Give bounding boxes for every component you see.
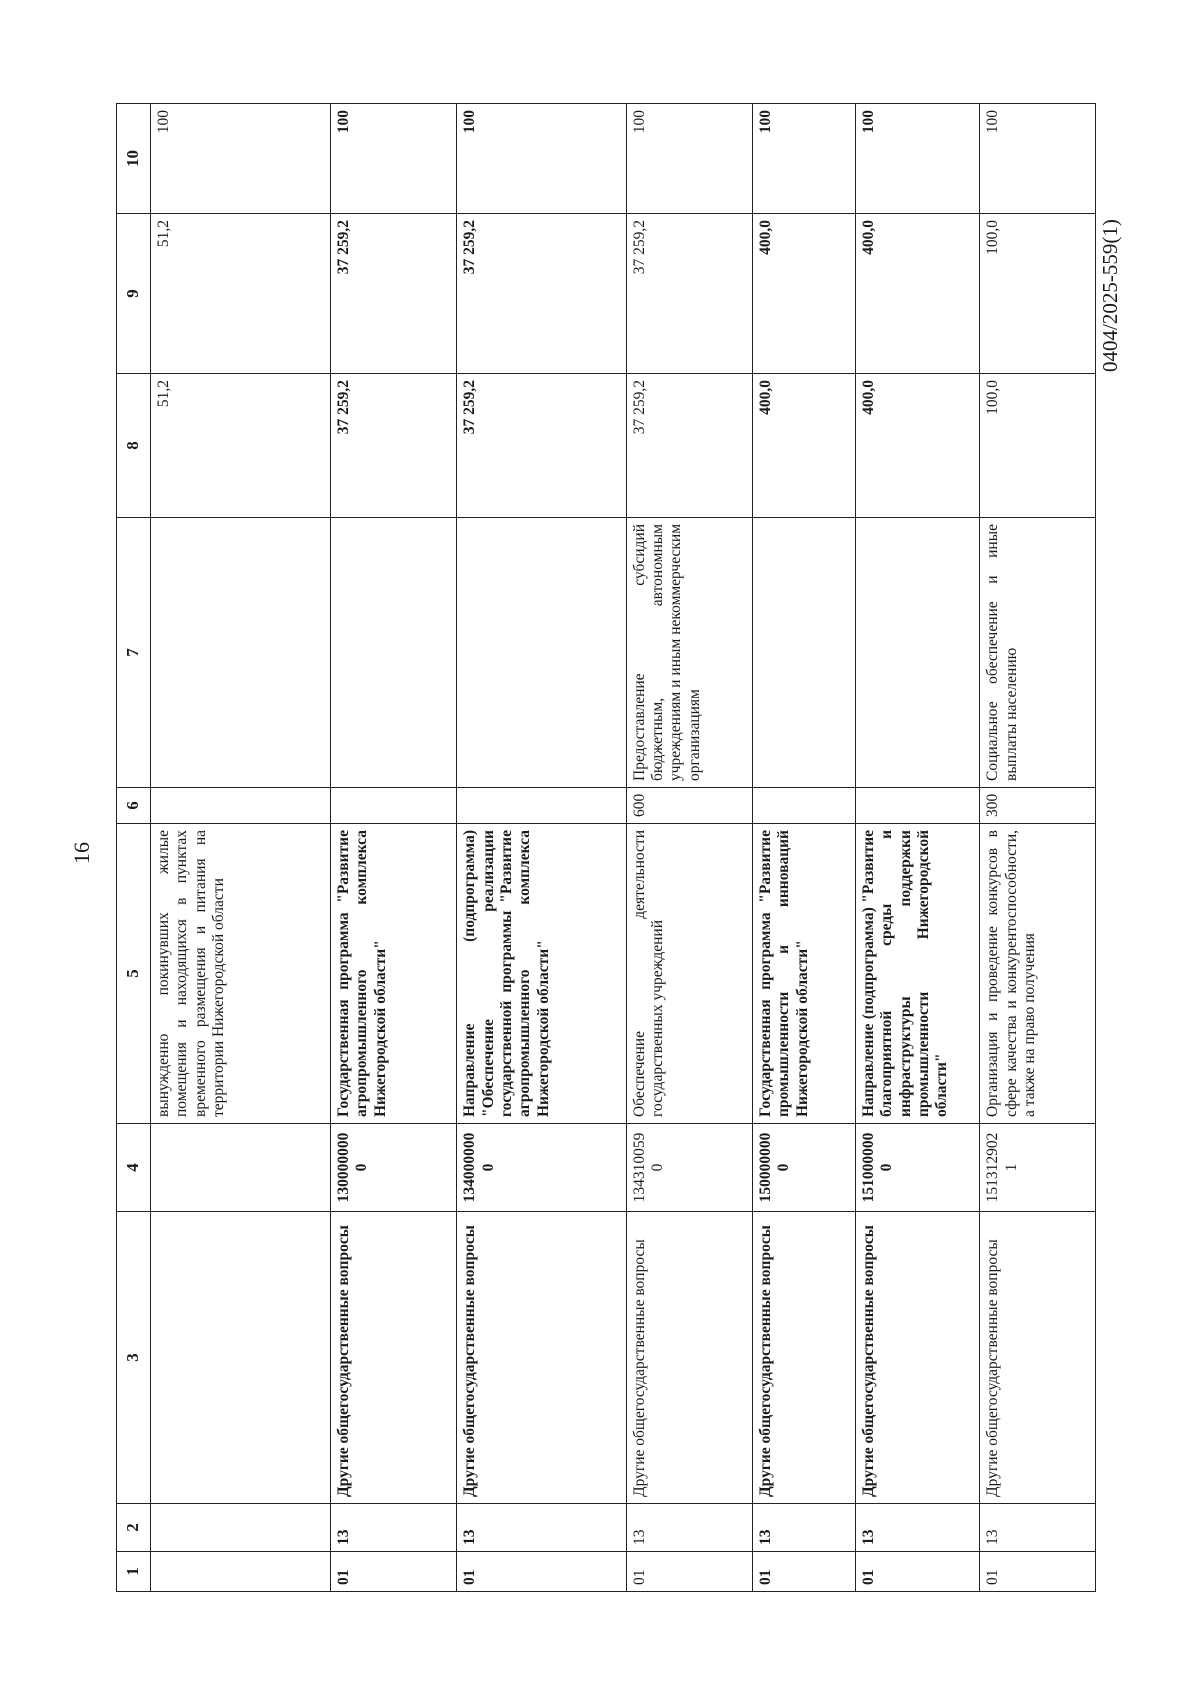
percent-executed-cell: 100 [331,104,457,214]
percent-executed-cell: 100 [626,104,752,214]
expense-type-name-cell [753,518,856,788]
section-name-cell: Другие общегосударственные вопросы [855,1212,979,1504]
target-name-cell: Направление (подпрограмма) "Развитие благоприятной среды и инфраструктуры поддержки промышленности Нижегородской области" [855,824,979,1124]
section-code-cell: 01 [855,1552,979,1592]
planned-amount-cell: 37 259,2 [457,374,626,518]
budget-table [116,103,1096,1592]
table-row [457,104,626,1592]
expense-type-name-cell [855,518,979,788]
planned-amount-cell: 51,2 [151,374,331,518]
planned-amount-cell: 37 259,2 [331,374,457,518]
target-name-cell: Направление (подпрограмма) "Обеспечение реализации государственной программы "Развитие агропромышленного комплекса Нижегородской области" [457,824,626,1124]
expense-type-name-cell: Предоставление субсидий бюджетным, автономным учреждениям и иным некоммерческим организациям [626,518,752,788]
column-header: 10 [117,104,151,214]
actual-amount-cell: 37 259,2 [331,214,457,374]
percent-executed-cell: 100 [151,104,331,214]
actual-amount-cell: 100,0 [980,214,1096,374]
table-row [151,104,331,1592]
section-code-cell: 01 [457,1552,626,1592]
expense-type-code-cell [151,788,331,824]
target-code-cell: 1500000000 [753,1124,856,1212]
expense-type-code-cell [753,788,856,824]
actual-amount-cell: 37 259,2 [626,214,752,374]
planned-amount-cell: 37 259,2 [626,374,752,518]
subsection-code-cell: 13 [457,1504,626,1552]
section-name-cell: Другие общегосударственные вопросы [331,1212,457,1504]
expense-type-name-cell [457,518,626,788]
planned-amount-cell: 400,0 [753,374,856,518]
section-name-cell: Другие общегосударственные вопросы [753,1212,856,1504]
column-header: 5 [117,824,151,1124]
section-name-cell: Другие общегосударственные вопросы [457,1212,626,1504]
column-header: 4 [117,1124,151,1212]
section-name-cell: Другие общегосударственные вопросы [626,1212,752,1504]
target-code-cell [151,1124,331,1212]
target-code-cell: 1340000000 [457,1124,626,1212]
table-header-row [117,104,151,1592]
percent-executed-cell: 100 [980,104,1096,214]
table-row [753,104,856,1592]
column-header: 6 [117,788,151,824]
table-row [855,104,979,1592]
percent-executed-cell: 100 [855,104,979,214]
subsection-code-cell: 13 [980,1504,1096,1552]
column-header: 2 [117,1504,151,1552]
document-code: 0404/2025-559(1) [1098,219,1122,372]
page-number: 16 [69,842,94,864]
subsection-code-cell [151,1504,331,1552]
table-row [626,104,752,1592]
table-row [331,104,457,1592]
subsection-code-cell: 13 [855,1504,979,1552]
budget-table-rotated [116,104,1096,1592]
expense-type-code-cell: 300 [980,788,1096,824]
expense-type-code-cell [855,788,979,824]
subsection-code-cell: 13 [626,1504,752,1552]
section-code-cell: 01 [753,1552,856,1592]
section-name-cell: Другие общегосударственные вопросы [980,1212,1096,1504]
subsection-code-cell: 13 [331,1504,457,1552]
target-code-cell: 1513129021 [980,1124,1096,1212]
target-name-cell: Обеспечение деятельности государственных учреждений [626,824,752,1124]
section-code-cell [151,1552,331,1592]
actual-amount-cell: 37 259,2 [457,214,626,374]
actual-amount-cell: 400,0 [855,214,979,374]
column-header: 7 [117,518,151,788]
section-name-cell [151,1212,331,1504]
expense-type-name-cell [331,518,457,788]
actual-amount-cell: 400,0 [753,214,856,374]
expense-type-code-cell [457,788,626,824]
column-header: 9 [117,214,151,374]
percent-executed-cell: 100 [457,104,626,214]
subsection-code-cell: 13 [753,1504,856,1552]
column-header: 8 [117,374,151,518]
target-code-cell: 1343100590 [626,1124,752,1212]
percent-executed-cell: 100 [753,104,856,214]
target-name-cell: Организация и проведение конкурсов в сфере качества и конкурентоспособности, а также на право получения [980,824,1096,1124]
actual-amount-cell: 51,2 [151,214,331,374]
planned-amount-cell: 100,0 [980,374,1096,518]
section-code-cell: 01 [626,1552,752,1592]
column-header: 1 [117,1552,151,1592]
target-code-cell: 1510000000 [855,1124,979,1212]
planned-amount-cell: 400,0 [855,374,979,518]
expense-type-name-cell: Социальное обеспечение и иные выплаты населению [980,518,1096,788]
target-name-cell: вынужденно покинувших жилые помещения и находящихся в пунктах временного размещения и питания на территории Нижегородской области [151,824,331,1124]
section-code-cell: 01 [331,1552,457,1592]
target-name-cell: Государственная программа "Развитие промышленности и инноваций Нижегородской области" [753,824,856,1124]
section-code-cell: 01 [980,1552,1096,1592]
expense-type-code-cell [331,788,457,824]
column-header: 3 [117,1212,151,1504]
expense-type-code-cell: 600 [626,788,752,824]
target-code-cell: 1300000000 [331,1124,457,1212]
table-row [980,104,1096,1592]
expense-type-name-cell [151,518,331,788]
target-name-cell: Государственная программа "Развитие агропромышленного комплекса Нижегородской области" [331,824,457,1124]
